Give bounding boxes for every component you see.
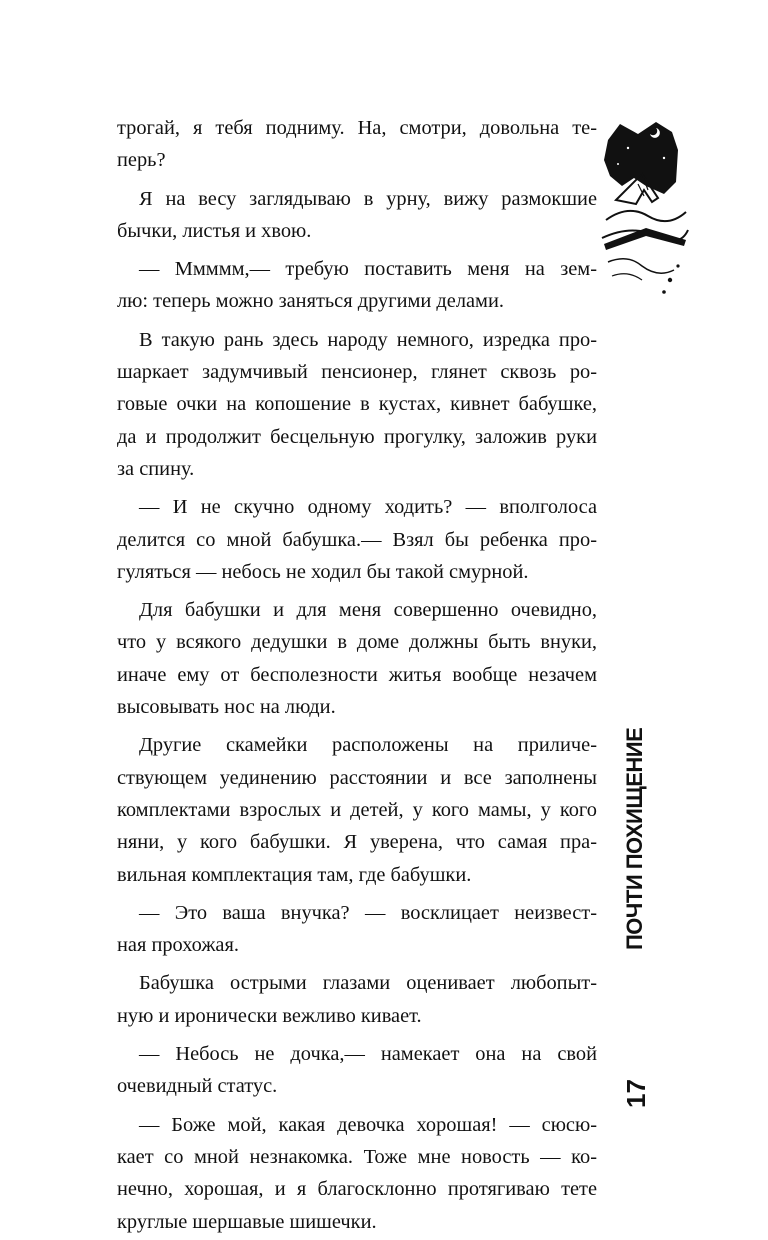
text-line: — Это ваша внучка? — восклицает неизвест- (139, 901, 597, 924)
text-line: — Ммммм,— требую поставить меня на зем- (139, 258, 597, 281)
text-line: трогай, я тебя подниму. На, смотри, довольна те- (117, 117, 597, 139)
night-mountain-illustration-icon (598, 120, 690, 300)
text-line: круглые шершавые шишечки. (117, 1210, 377, 1233)
text-line: Другие скамейки расположены на приличе- (139, 734, 597, 757)
paragraph (117, 1109, 597, 1238)
paragraph (117, 729, 597, 890)
text-line: бычки, листья и хвою. (117, 219, 312, 242)
text-line: Бабушка острыми глазами оценивает любопыт- (139, 972, 597, 995)
text-line: говые очки на копошение в кустах, кивнет бабушке, (117, 393, 597, 416)
text-line: комплектами взрослых и детей, у кого мамы, у кого (117, 798, 597, 821)
paragraph (117, 253, 597, 318)
text-line: очевидный статус. (117, 1075, 278, 1098)
text-line: кает со мной незнакомка. Тоже мне новость — ко- (117, 1145, 597, 1168)
paragraph (117, 491, 597, 588)
text-line: ная прохожая. (117, 934, 239, 957)
text-line: высовывать нос на люди. (117, 696, 336, 719)
text-line: гуляться — небось не ходил бы такой смурной. (117, 560, 529, 583)
text-line: ную и иронически вежливо кивает. (117, 1004, 422, 1027)
page-number: 17 (621, 1079, 651, 1108)
paragraph (117, 594, 597, 723)
text-line: перь? (117, 149, 166, 172)
paragraph (117, 112, 597, 177)
text-line: лю: теперь можно заняться другими делами. (117, 290, 504, 313)
text-line: — Боже мой, какая девочка хорошая! — сюсю- (139, 1113, 597, 1136)
paragraph (117, 897, 597, 962)
text-line: — Небось не дочка,— намекает она на свой (139, 1043, 597, 1066)
text-line: нечно, хорошая, и я благосклонно протягиваю тете (117, 1178, 597, 1201)
text-line: Я на весу заглядываю в урну, вижу размокшие (139, 187, 597, 210)
text-line: няни, у кого бабушки. Я уверена, что самая пра- (117, 831, 597, 854)
body-text (117, 112, 597, 1238)
text-line: Для бабушки и для меня совершенно очевидно, (139, 599, 597, 622)
paragraph (117, 1038, 597, 1103)
paragraph (117, 967, 597, 1032)
running-title: ПОЧТИ ПОХИЩЕНИЕ (622, 727, 647, 950)
paragraph (117, 324, 597, 485)
text-line: да и продолжит бесцельную прогулку, заложив руки (117, 425, 597, 448)
text-line: шаркает задумчивый пенсионер, глянет сквозь ро- (117, 361, 597, 384)
paragraph (117, 183, 597, 248)
text-line: В такую рань здесь народу немного, изредка про- (139, 328, 597, 351)
text-line: что у всякого дедушки в доме должны быть внуки, (117, 631, 597, 654)
text-line: за спину. (117, 457, 195, 480)
text-line: делится со мной бабушка.— Взял бы ребенка про- (117, 528, 597, 551)
text-line: — И не скучно одному ходить? — вполголоса (139, 496, 597, 519)
text-line: вильная комплектация там, где бабушки. (117, 863, 472, 886)
text-line: иначе ему от бесполезности житья вообще незачем (117, 663, 597, 686)
text-line: ствующем уединению расстоянии и все заполнены (117, 766, 597, 789)
